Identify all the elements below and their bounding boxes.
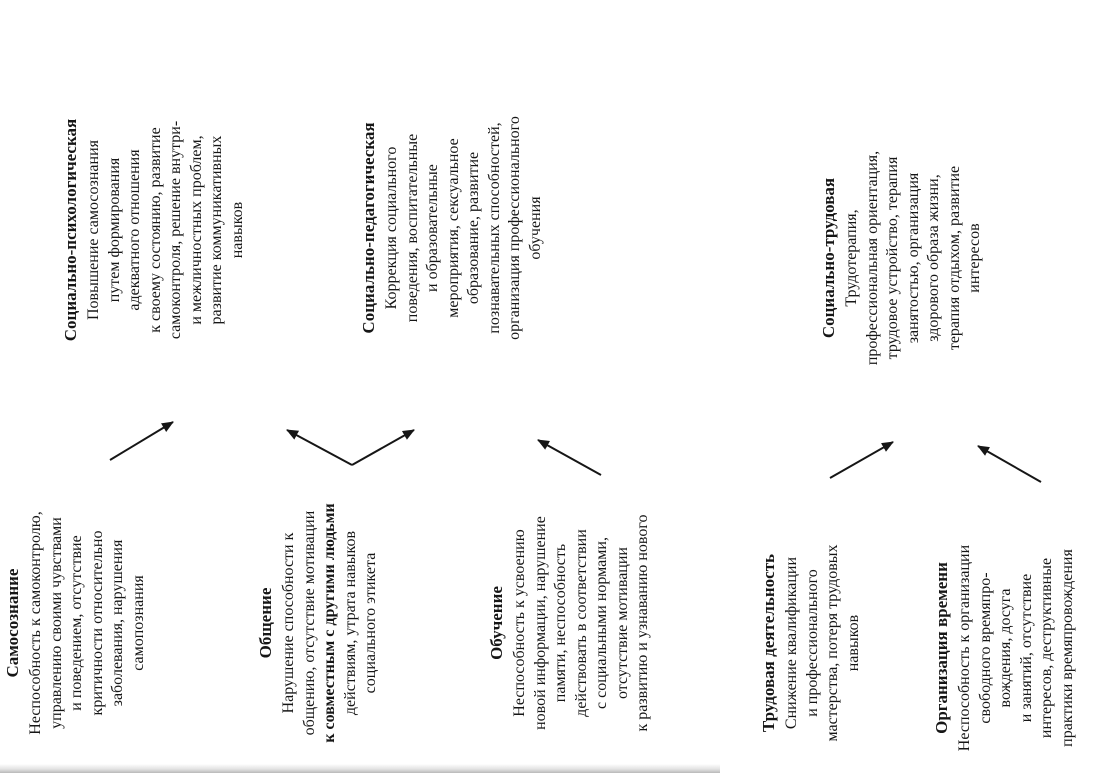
description-line: практики времяпровождения — [1058, 549, 1076, 747]
description-line: и занятий, отсутствие — [1017, 573, 1035, 723]
description-line: терапия отдыхом, развитие — [945, 165, 963, 351]
description-line: к развитию и узнаванию нового — [634, 514, 651, 732]
problem-title: Самосознание — [3, 568, 22, 678]
description-line: новой информации, нарушение — [531, 516, 549, 730]
description-line: и межличностных проблем, — [187, 135, 205, 325]
description-line: Неспособность к усвоению — [511, 529, 528, 717]
description-line: организация профессионального — [506, 116, 523, 340]
problem-title: Организация времени — [932, 562, 951, 734]
description-line: занятостью, организация — [904, 172, 922, 344]
description-line: Неспособность к самоконтролю, — [27, 511, 44, 735]
rehab-title: Социально-педагогическая — [359, 122, 378, 334]
description-line: действовать в соответствии — [572, 529, 590, 717]
description-line: трудовое устройство, терапия — [884, 156, 901, 360]
description-line: развитие коммуникативных — [208, 135, 225, 325]
rehab-title: Социально-трудовая — [819, 177, 838, 339]
description-line: Снижение квалификации — [783, 556, 800, 730]
description-line: мероприятия, сексуальное — [444, 138, 462, 318]
arrow-time-to-labor — [978, 446, 1041, 482]
description-line: общению, отсутствие мотивации — [300, 510, 318, 736]
description-line: с социальными нормами, — [593, 537, 610, 709]
arrow-work-to-labor — [830, 442, 893, 478]
description-line: здорового образа жизни, — [925, 174, 942, 342]
description-line: вождения, досуга — [997, 588, 1014, 708]
description-line: отсутствие мотивации — [613, 547, 631, 699]
description-line: Трудотерапия, — [843, 209, 860, 307]
description-line: обучения — [526, 196, 544, 260]
description-line: действиям, утрата навыков — [341, 530, 359, 716]
description-line: к своему состоянию, развитие — [146, 127, 164, 333]
description-line: путем формирования — [105, 157, 123, 303]
description-line: навыков — [228, 201, 246, 259]
arrow-communication-to-pedagogical — [352, 430, 414, 465]
description-line: Коррекция социального — [383, 146, 400, 310]
problem-title: Обучение — [487, 586, 506, 660]
problem-title: Трудовая деятельность — [759, 553, 778, 733]
description-line: заболевания, нарушения — [109, 539, 126, 707]
arrow-communication-to-psychological — [287, 430, 352, 465]
description-line: и поведением, отсутствие — [68, 535, 85, 711]
arrow-self-awareness-to-psychological — [110, 422, 173, 460]
description-line: навыков — [844, 614, 862, 672]
description-line: критичности относительно — [88, 530, 106, 716]
description-line: к совместным с другими людьми — [321, 503, 338, 743]
description-line: социального этикета — [362, 552, 379, 694]
description-line: Неспособность к организации — [956, 544, 973, 752]
description-line: интересов, деструктивные — [1038, 557, 1055, 739]
description-line: самоконтроля, решение внутри- — [167, 120, 184, 340]
rehab-title: Социально-психологическая — [61, 118, 80, 342]
description-line: и профессионального — [803, 569, 821, 717]
description-line: памяти, неспособность — [552, 543, 569, 703]
description-line: свободного времяпро- — [976, 572, 994, 724]
description-line: самопознания — [129, 575, 147, 671]
arrow-learning-to-pedagogical — [538, 440, 601, 475]
scan-edge-shadow — [0, 764, 720, 773]
description-line: адекватного отношения — [126, 149, 143, 311]
description-line: познавательных способностей, — [485, 122, 503, 334]
description-line: Нарушение способности к — [280, 532, 297, 714]
description-line: управлению своими чувствами — [47, 517, 65, 729]
description-line: и образовательные — [424, 164, 441, 292]
description-line: образование, развитие — [465, 151, 482, 305]
description-line: мастерства, потеря трудовых — [824, 544, 841, 742]
description-line: интересов — [966, 223, 983, 293]
description-line: профессиональная ориентация, — [863, 150, 881, 366]
description-line: Повышение самосознания — [85, 140, 102, 320]
description-line: поведения, воспитательные — [403, 133, 421, 323]
problem-title: Общение — [256, 587, 275, 659]
